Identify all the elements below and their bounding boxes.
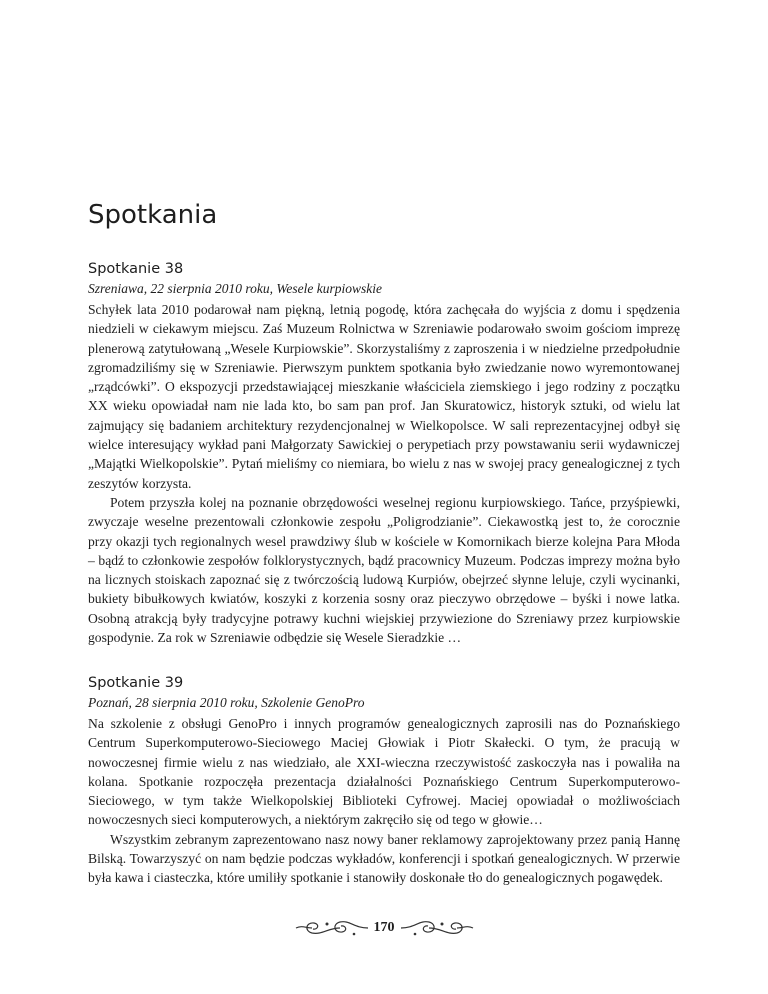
page-footer (88, 915, 680, 941)
meeting-title: Spotkanie 38 (88, 261, 184, 277)
paragraph: Na szkolenie z obsługi GenoPro i innych programów genealogicznych zaprosili nas do Poznańskiego Centrum Superkomputerowo-Sieciowego Maciej Głowiak i Piotr Skałecki. O tym, że pracują w nowoczesnej firmie wielu z nas wiedziało, ale XXI-wieczna rzeczywistość zaskoczyła nas i powaliła na kolana. Spotkanie rozpoczęła prezentacja działalności Poznańskiego Centrum Superkomputerowo-Sieciowego, w tym także Wielkopolskiej Biblioteki Cyfrowej. Maciej opowiadał o możliwościach nowoczesnych sieci komputerowych, a niektórym zakręciło się od tego w głowie… (88, 716, 680, 828)
meeting-meta: Poznań, 28 sierpnia 2010 roku, Szkolenie GenoPro (88, 695, 365, 710)
meeting-meta: Szreniawa, 22 sierpnia 2010 roku, Wesele kurpiowskie (88, 281, 382, 296)
meeting-title: Spotkanie 39 (88, 675, 184, 691)
paragraph: Wszystkim zebranym zaprezentowano nasz nowy baner reklamowy zaprojektowany przez panią Hannę Bilską. Towarzyszyć on nam będzie podczas wykładów, konferencji i spotkań genealogicznych. W przerwie była kawa i ciasteczka, które umiliły spotkanie i stanowiły doskonałe tło do genealogicznych pogawędek. (88, 831, 680, 886)
meeting-section-38 (88, 259, 680, 647)
paragraph: Schyłek lata 2010 podarował nam piękną, letnią pogodę, która zachęcała do wyjścia z domu i spędzenia niedzieli w ciekawym miejscu. Zaś Muzeum Rolnictwa w Szreniawie podarowało swoim gościom imprezę plenerową zatytułowaną „Wesele Kurpiowskie”. Skorzystaliśmy z zaproszenia i w niedzielne przedpołudnie zgromadziliśmy się w Szreniawie. Pierwszym punktem spotkania było zwiedzanie nowo wyremontowanej „rządcówki”. O ekspozycji przedstawiającej mieszkanie właściciela ziemskiego i jego rodziny z początku XX wieku opowiadał nam nie lada kto, bo sam pan prof. Jan Skuratowicz, historyk sztuki, od wielu lat zajmujący się badaniem architektury rezydencjonalnej w Wielkopolsce. W sali reprezentacyjnej odbył się wielce interesujący wykład pani Małgorzaty Sawickiej o perypetiach przy powstawaniu serii wydawniczej „Majątki Wielkopolskie”. Pytań mieliśmy co niemiara, bo wielu z nas w swojej pracy genealogicznej z tych zeszytów korzysta. (88, 302, 680, 491)
meeting-section-39 (88, 673, 680, 888)
paragraph: Potem przyszła kolej na poznanie obrzędowości weselnej regionu kurpiowskiego. Tańce, przyśpiewki, zwyczaje weselne prezentowali członkowie zespołu „Poligrodzianie”. Ciekawostką jest to, że corocznie przy okazji tych regionalnych wesel prawdziwy ślub w kościele w Komornikach bierze kolejna Para Młoda – bądź to członkowie zespołów folklorystycznych, bądź pracownicy Muzeum. Podczas imprezy można było na licznych stoiskach zapoznać się z twórczością ludową Kurpiów, obejrzeć słynne leluje, czyli wycinanki, bukiety bibułkowych kwiatów, koszyki z korzenia sosny oraz pieczywo obrzędowe – byśki i nowe latka. Osobną atrakcją były tradycyjne potrawy kuchni wiejskiej przywiezione do Szreniawy przez kurpiowskie gospodynie. Za rok w Szreniawie odbędzie się Wesele Sieradzkie … (88, 494, 680, 646)
right-flourish-ornament-icon (399, 917, 475, 939)
page-number: 170 (373, 920, 395, 935)
left-flourish-ornament-icon (294, 917, 370, 939)
chapter-title: Spotkania (88, 200, 218, 230)
